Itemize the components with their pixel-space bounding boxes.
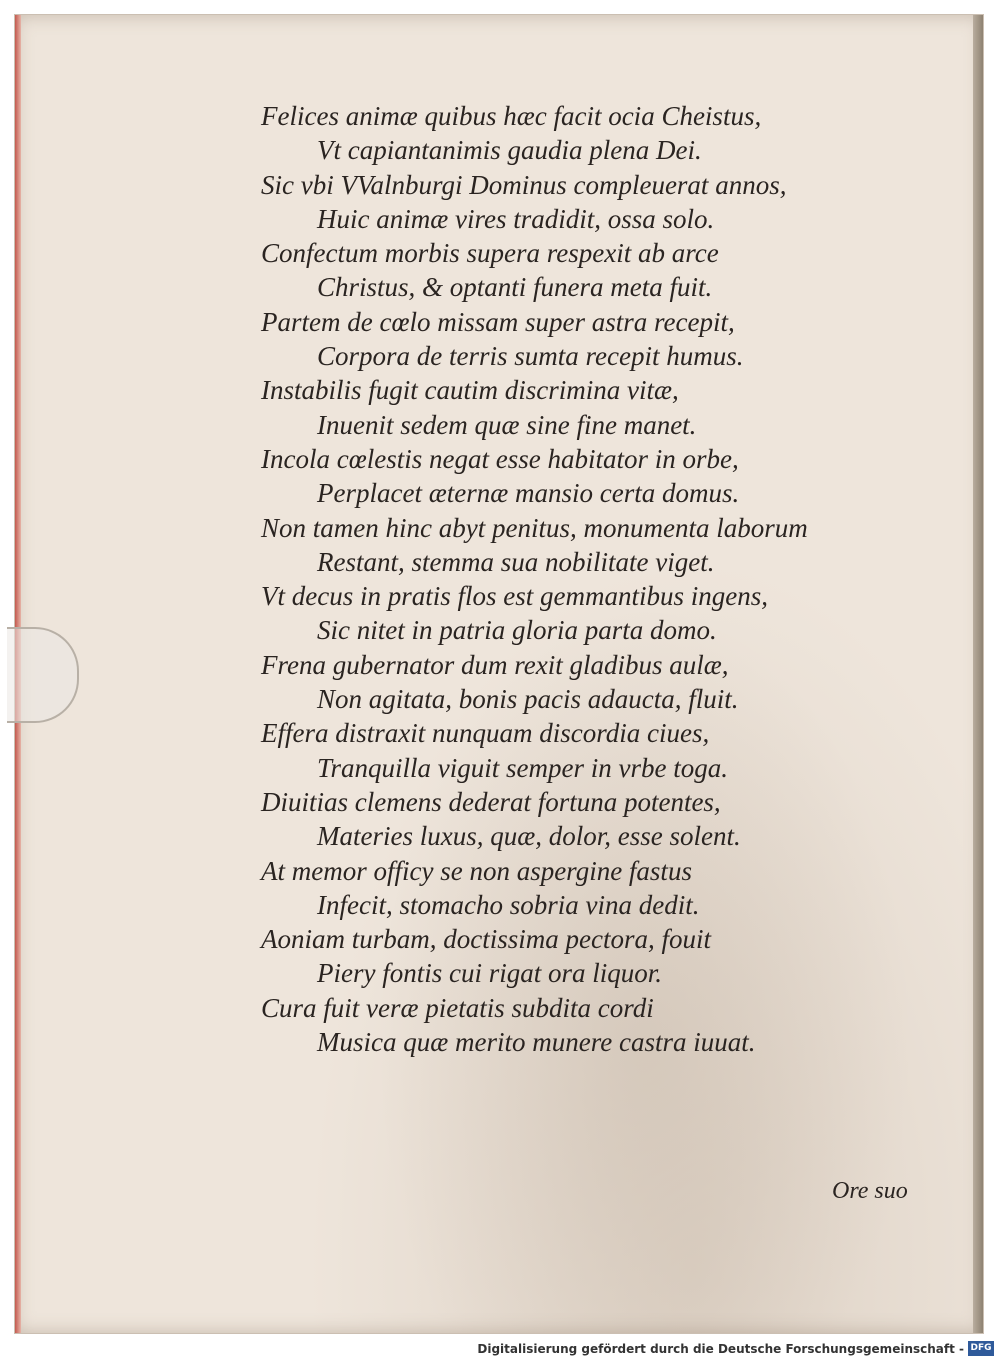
poem-line: Piery fontis cui rigat ora liquor. [317,958,663,989]
poem-line: Vt capiantanimis gaudia plena Dei. [317,135,702,166]
poem-line: Felices animæ quibus hæc facit ocia Cheistus, [261,101,762,131]
poem-line: Confectum morbis supera respexit ab arce [261,238,719,269]
poem-line: Inuenit sedem quæ sine fine manet. [317,409,697,440]
poem-line: Sic vbi VValnburgi Dominus compleuerat annos, [261,169,787,200]
poem-line: Tranquilla viguit semper in vrbe toga. [317,752,728,783]
dfg-logo: DFG [968,1341,994,1356]
poem-line: Vt decus in pratis flos est gemmantibus ingens, [261,581,768,612]
poem-line: Non tamen hinc abyt penitus, monumenta laborum [261,512,808,543]
poem-line: Cura fuit veræ pietatis subdita cordi [261,992,654,1023]
poem-line: Sic nitet in patria gloria parta domo. [317,615,717,646]
scanned-page [14,14,984,1334]
poem-line: Restant, stemma sua nobilitate viget. [317,546,715,577]
paper-clip-mark [7,627,79,723]
poem-text [261,99,901,1059]
poem-line: Frena gubernator dum rexit gladibus aulæ, [261,649,729,680]
poem-line: Materies luxus, quæ, dolor, esse solent. [317,821,741,852]
poem-line: Corpora de terris sumta recepit humus. [317,341,744,372]
footer-credit: Digitalisierung gefördert durch die Deutsche Forschungsgemeinschaft - [477,1342,964,1356]
poem-line: At memor officy se non aspergine fastus [261,855,692,886]
poem-line: Effera distraxit nunquam discordia ciues, [261,718,710,749]
poem-line: Non agitata, bonis pacis adaucta, fluit. [317,684,739,715]
poem-line: Aoniam turbam, doctissima pectora, fouit [261,924,711,955]
poem-line: Huic animæ vires tradidit, ossa solo. [317,203,715,234]
poem-line: Diuitias clemens dederat fortuna potentes, [261,786,721,817]
catchword: Ore suo [832,1178,908,1204]
poem-line: Christus, & optanti funera meta fuit. [317,272,713,303]
poem-line: Incola cœlestis negat esse habitator in orbe, [261,443,739,474]
poem-line: Infecit, stomacho sobria vina dedit. [317,889,700,920]
bleed-through-text [915,85,985,1185]
footer-bar [0,1338,1000,1361]
poem-line: Partem de cœlo missam super astra recepit, [261,306,735,337]
poem-line: Perplacet æternæ mansio certa domus. [317,478,740,509]
poem-line: Instabilis fugit cautim discrimina vitæ, [261,375,679,406]
poem-line: Musica quæ merito munere castra iuuat. [317,1027,756,1058]
